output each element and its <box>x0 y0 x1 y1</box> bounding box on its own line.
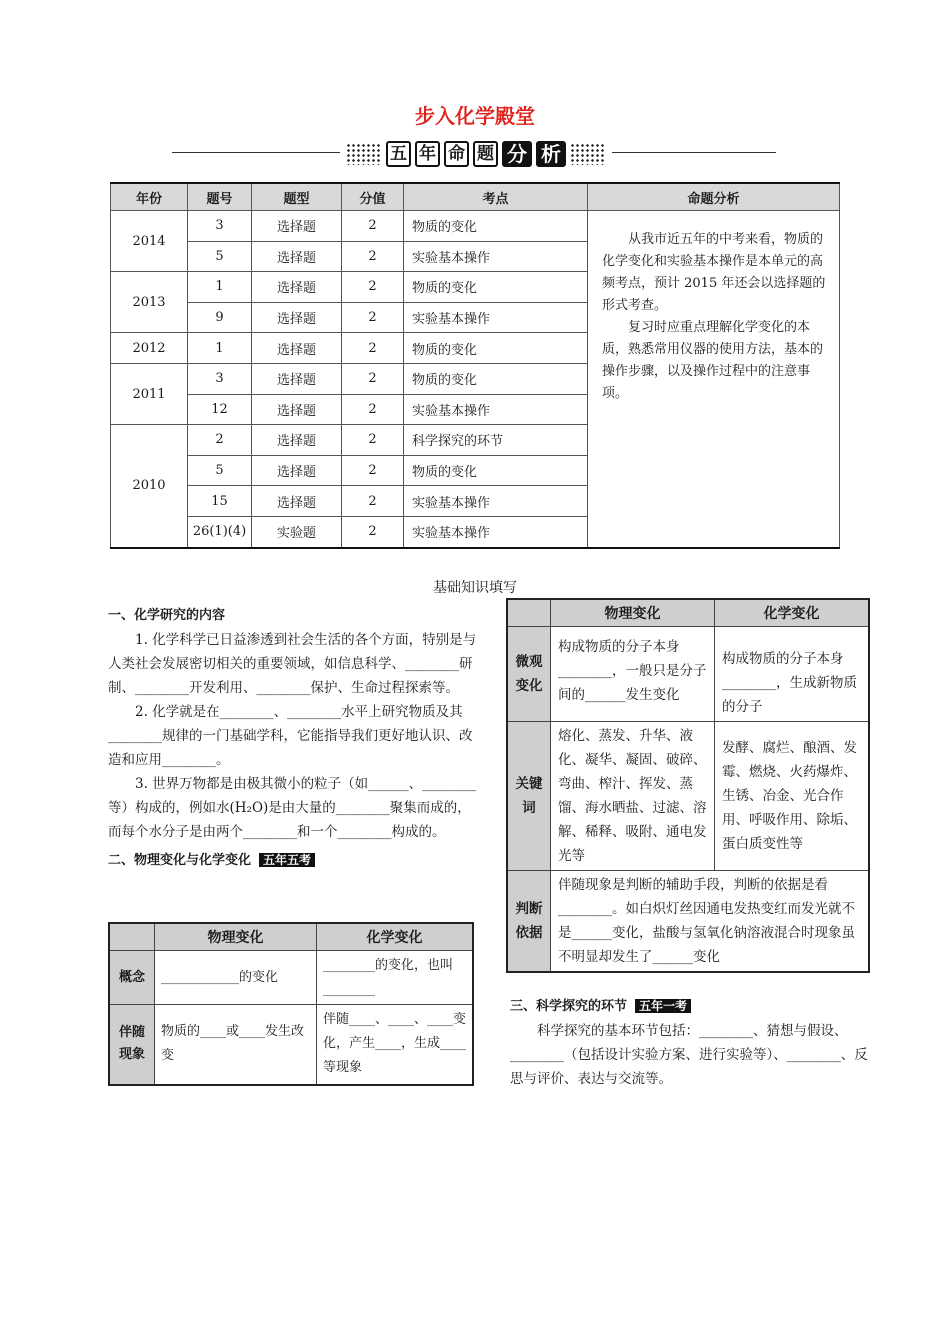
score-cell: 2 <box>342 425 404 456</box>
col-header-type: 题型 <box>252 183 342 211</box>
banner-char: 析 <box>536 141 566 167</box>
corner-cell <box>109 923 155 951</box>
exam-analysis-table <box>110 182 840 549</box>
section-3-heading-line <box>510 994 872 1019</box>
analysis-paragraph-1: 从我市近五年的中考来看，物质的化学变化和实验基本操作是本单元的高频考点，预计 2015 年还会以选择题的形式考查。 <box>602 232 826 313</box>
dot-pattern-right <box>570 143 606 165</box>
year-cell: 2014 <box>111 211 188 272</box>
table-row <box>109 951 473 1005</box>
point-cell: 实验基本操作 <box>404 516 588 547</box>
table-row <box>111 211 840 242</box>
type-cell: 实验题 <box>252 516 342 547</box>
right-column <box>510 994 872 1091</box>
type-cell: 选择题 <box>252 425 342 456</box>
col-header-number: 题号 <box>188 183 252 211</box>
number-cell: 5 <box>188 455 252 486</box>
point-cell: 物质的变化 <box>404 455 588 486</box>
type-cell: 选择题 <box>252 363 342 394</box>
banner-char: 年 <box>415 141 440 167</box>
score-cell: 2 <box>342 455 404 486</box>
table-row <box>507 627 869 722</box>
physical-cell: 构成物质的分子本身________，一般只是分子间的______发生变化 <box>551 627 715 722</box>
chemical-cell: 构成物质的分子本身________，生成新物质的分子 <box>715 627 870 722</box>
number-cell: 3 <box>188 363 252 394</box>
point-cell: 实验基本操作 <box>404 302 588 333</box>
score-cell: 2 <box>342 486 404 517</box>
change-concept-table <box>108 922 474 1086</box>
banner-char: 命 <box>444 141 469 167</box>
col-header-chemical: 化学变化 <box>715 599 870 627</box>
col-header-point: 考点 <box>404 183 588 211</box>
banner-char: 五 <box>386 141 411 167</box>
type-cell: 选择题 <box>252 241 342 272</box>
five-year-analysis-banner <box>340 139 612 169</box>
row-header-concept: 概念 <box>109 951 155 1005</box>
section-3-text: 科学探究的基本环节包括：________、猜想与假设、________（包括设计实验方案、进行实验等）、________、反思与评价、表达与交流等。 <box>510 1023 868 1087</box>
section-subtitle: 基础知识填写 <box>433 580 517 596</box>
number-cell: 5 <box>188 241 252 272</box>
banner-char: 分 <box>502 141 532 167</box>
table-row <box>507 871 869 973</box>
criteria-cell: 伴随现象是判断的辅助手段，判断的依据是看________。如白炽灯丝因通电发热变红而发光就不是______变化，盐酸与氢氧化钠溶液混合时现象虽不明显却发生了______变化 <box>551 871 870 973</box>
section-1-item-1: 1. 化学科学已日益渗透到社会生活的各个方面，特别是与人类社会发展密切相关的重要领域，如信息科学、________研制、________开发利用、________保护、生命过程探索等。 <box>108 632 477 696</box>
point-cell: 物质的变化 <box>404 333 588 364</box>
point-cell: 科学探究的环节 <box>404 425 588 456</box>
number-cell: 1 <box>188 333 252 364</box>
score-cell: 2 <box>342 516 404 547</box>
number-cell: 3 <box>188 211 252 242</box>
table-row <box>109 1005 473 1085</box>
table-header-row <box>111 183 840 211</box>
banner-line-right <box>612 152 776 153</box>
type-cell: 选择题 <box>252 302 342 333</box>
section-1-heading: 一、化学研究的内容 <box>108 608 226 623</box>
col-header-score: 分值 <box>342 183 404 211</box>
dot-pattern-left <box>346 143 382 165</box>
type-cell: 选择题 <box>252 272 342 303</box>
col-header-year: 年份 <box>111 183 188 211</box>
row-header-phenomena: 伴随现象 <box>109 1005 155 1085</box>
physical-cell: 物质的____或____发生改变 <box>155 1005 317 1085</box>
score-cell: 2 <box>342 394 404 425</box>
year-cell: 2013 <box>111 272 188 333</box>
col-header-analysis: 命题分析 <box>588 183 840 211</box>
section-3-heading: 三、科学探究的环节 <box>510 999 628 1014</box>
score-cell: 2 <box>342 363 404 394</box>
score-cell: 2 <box>342 241 404 272</box>
number-cell: 9 <box>188 302 252 333</box>
corner-cell <box>507 599 551 627</box>
type-cell: 选择题 <box>252 486 342 517</box>
point-cell: 实验基本操作 <box>404 394 588 425</box>
number-cell: 2 <box>188 425 252 456</box>
number-cell: 1 <box>188 272 252 303</box>
physical-cell: ____________的变化 <box>155 951 317 1005</box>
table-row <box>507 722 869 871</box>
type-cell: 选择题 <box>252 211 342 242</box>
col-header-physical: 物理变化 <box>155 923 317 951</box>
col-header-chemical: 化学变化 <box>317 923 474 951</box>
change-comparison-table <box>506 598 870 973</box>
analysis-cell <box>588 211 840 548</box>
point-cell: 实验基本操作 <box>404 486 588 517</box>
point-cell: 实验基本操作 <box>404 241 588 272</box>
col-header-physical: 物理变化 <box>551 599 715 627</box>
point-cell: 物质的变化 <box>404 211 588 242</box>
chemical-cell: 伴随____、____、____变化，产生____，生成____等现象 <box>317 1005 474 1085</box>
score-cell: 2 <box>342 333 404 364</box>
physical-cell: 熔化、蒸发、升华、液化、凝华、凝固、破碎、弯曲、榨汁、挥发、蒸馏、海水晒盐、过滤、溶解、稀释、吸附、通电发光等 <box>551 722 715 871</box>
point-cell: 物质的变化 <box>404 363 588 394</box>
score-cell: 2 <box>342 302 404 333</box>
table-header-row <box>109 923 473 951</box>
year-cell: 2012 <box>111 333 188 364</box>
section-2-heading: 二、物理变化与化学变化 <box>108 853 252 868</box>
table-header-row <box>507 599 869 627</box>
type-cell: 选择题 <box>252 455 342 486</box>
score-cell: 2 <box>342 272 404 303</box>
year-cell: 2011 <box>111 363 188 424</box>
number-cell: 26(1)(4) <box>188 516 252 547</box>
chemical-cell: ________的变化，也叫________ <box>317 951 474 1005</box>
left-column <box>108 604 478 873</box>
type-cell: 选择题 <box>252 333 342 364</box>
chemical-cell: 发酵、腐烂、酿酒、发霉、燃烧、火药爆炸、生锈、冶金、光合作用、呼吸作用、除垢、蛋白质变性等 <box>715 722 870 871</box>
row-header-keywords: 关键词 <box>507 722 551 871</box>
banner-char: 题 <box>473 141 498 167</box>
point-cell: 物质的变化 <box>404 272 588 303</box>
banner-line-left <box>172 152 340 153</box>
row-header-criteria: 判断依据 <box>507 871 551 973</box>
number-cell: 15 <box>188 486 252 517</box>
section-1-item-2: 2. 化学就是在________、________水平上研究物质及其________规律的一门基础学科，它能指导我们更好地认识、改造和应用________。 <box>108 704 473 768</box>
section-2-tag: 五年五考 <box>259 853 315 867</box>
page-title: 步入化学殿堂 <box>415 104 535 128</box>
section-3-tag: 五年一考 <box>635 999 691 1013</box>
section-1-item-3: 3. 世界万物都是由极其微小的粒子（如______、________等）构成的，例如水(H₂O)是由大量的________聚集而成的，而每个水分子是由两个________和一个________构成的。 <box>108 776 477 840</box>
number-cell: 12 <box>188 394 252 425</box>
score-cell: 2 <box>342 211 404 242</box>
year-cell: 2010 <box>111 425 188 548</box>
type-cell: 选择题 <box>252 394 342 425</box>
section-2-heading-line <box>108 848 478 873</box>
analysis-paragraph-2: 复习时应重点理解化学变化的本质，熟悉常用仪器的使用方法，基本的操作步骤，以及操作过程中的注意事项。 <box>602 320 824 401</box>
row-header-micro: 微观变化 <box>507 627 551 722</box>
